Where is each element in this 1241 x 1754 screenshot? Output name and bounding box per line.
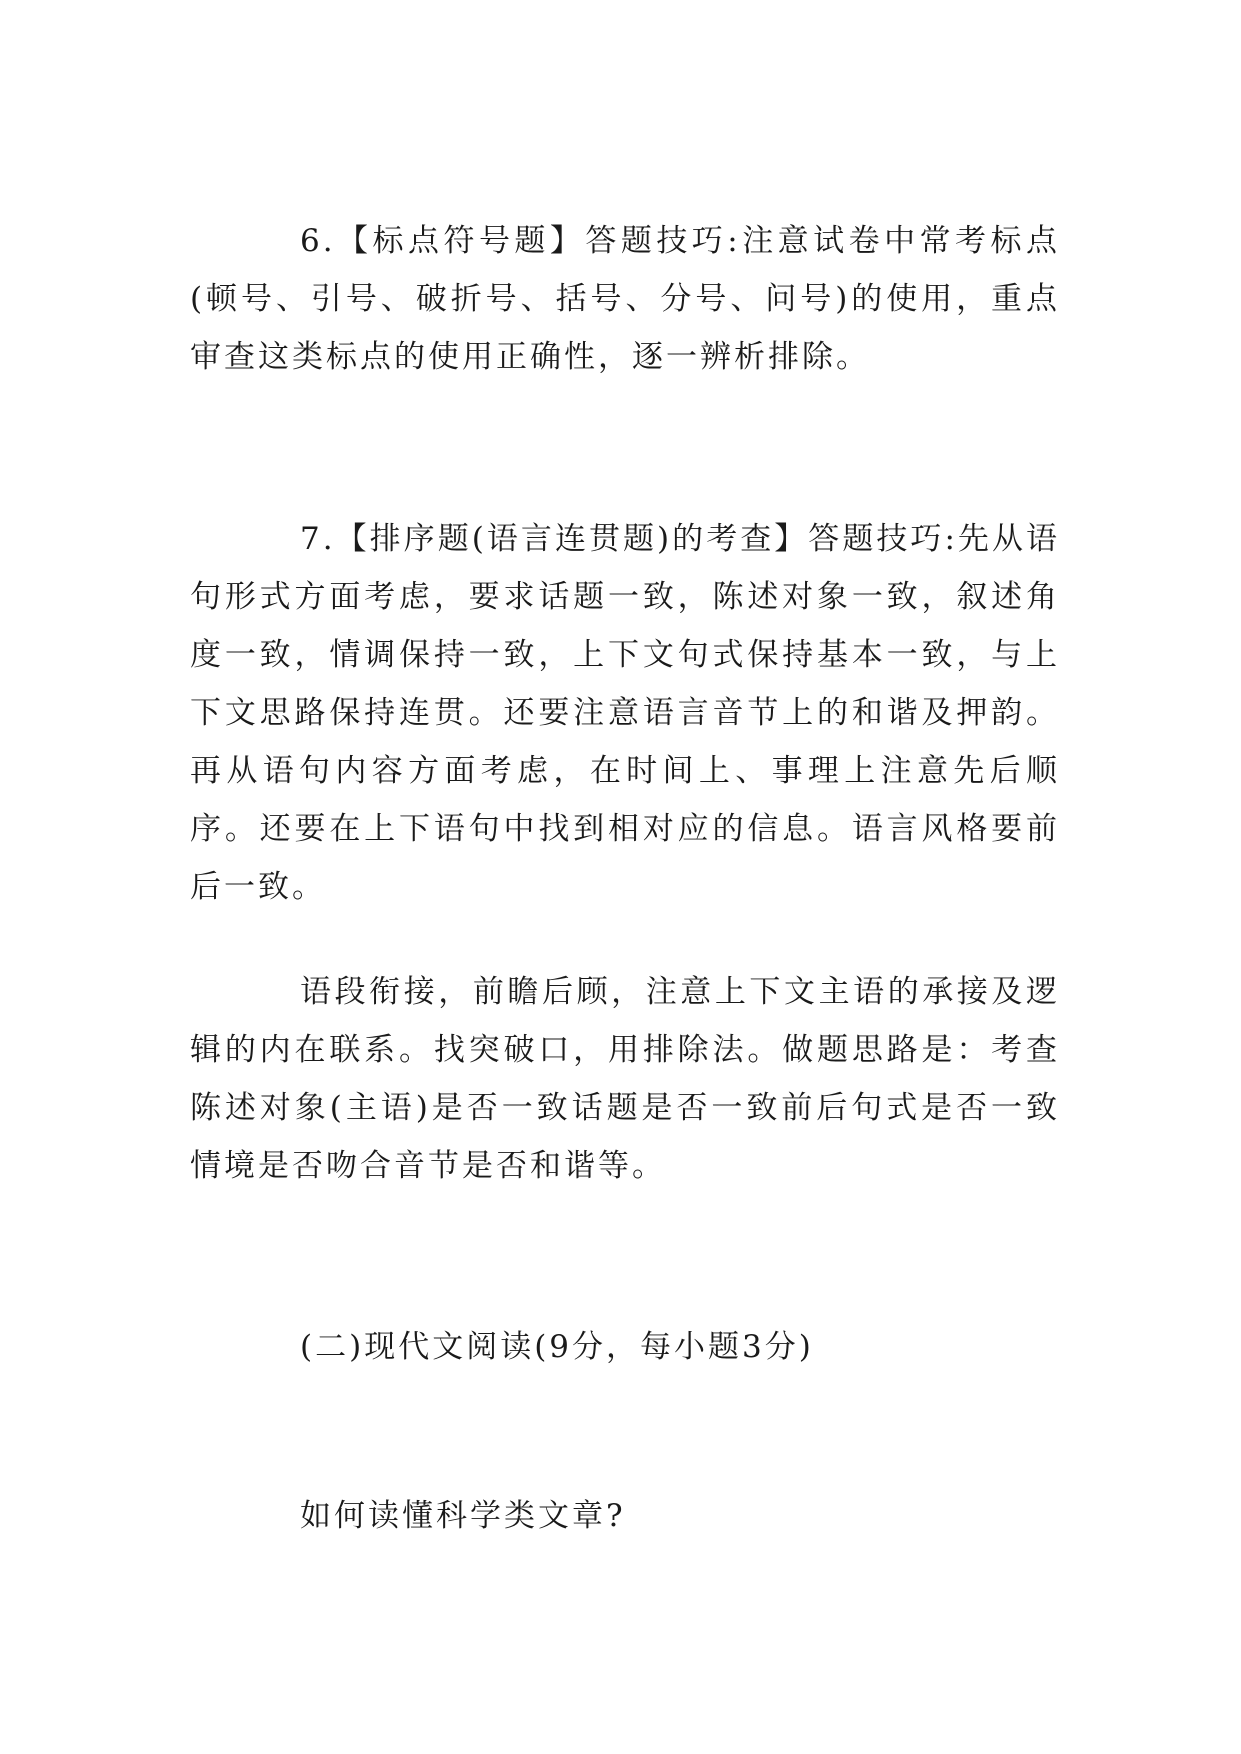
paragraph-ordering-tips: 7.【排序题(语言连贯题)的考查】答题技巧:先从语句形式方面考虑，要求话题一致，陈述对象一致，叙述角度一致，情调保持一致，上下文句式保持基本一致，与上下文思路保持连贯。还要注意语言音节上的和谐及押韵。再从语句内容方面考虑，在时间上、事理上注意先后顺序。还要在上下语句中找到相对应的信息。语言风格要前后一致。 bbox=[190, 521, 1060, 905]
section-heading-modern-reading: (二)现代文阅读(9分，每小题3分) bbox=[300, 1329, 814, 1365]
paragraph-cohesion-tips: 语段衔接，前瞻后顾，注意上下文主语的承接及逻辑的内在联系。找突破口，用排除法。做题思路是：考查陈述对象(主语)是否一致话题是否一致前后句式是否一致情境是否吻合音节是否和谐等。 bbox=[190, 974, 1060, 1184]
question-science-articles: 如何读懂科学类文章? bbox=[300, 1498, 626, 1534]
paragraph-punctuation-tips: 6.【标点符号题】答题技巧:注意试卷中常考标点(顿号、引号、破折号、括号、分号、问号)的使用，重点审查这类标点的使用正确性，逐一辨析排除。 bbox=[190, 223, 1060, 375]
